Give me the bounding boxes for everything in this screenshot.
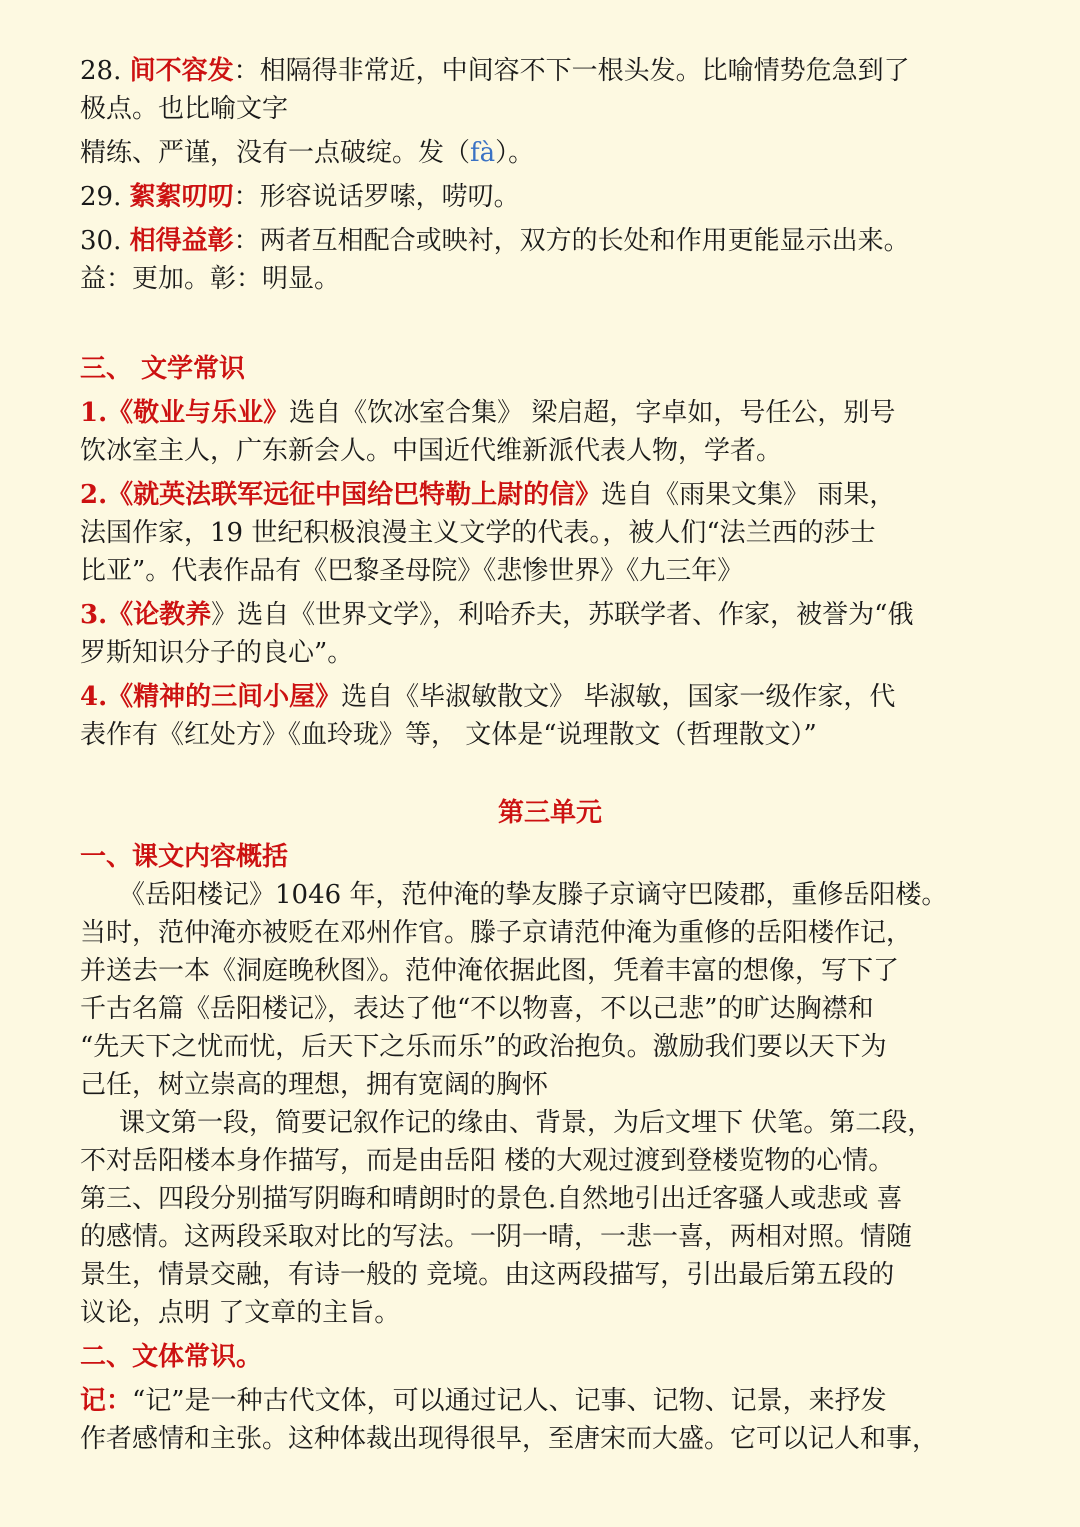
section-title-literature: 三、 文学常识 bbox=[80, 354, 246, 384]
lit-item-text: 选自《雨果文集》 雨果， bbox=[601, 480, 896, 510]
lit-item-2-line1 bbox=[80, 476, 1020, 514]
lit-item-4-line2: 表作有《红处方》《血玲珑》等， 文体是“说理散文（哲理散文）” bbox=[80, 720, 817, 750]
section-title-genre: 二、文体常识。 bbox=[80, 1342, 263, 1372]
summary-para1-line: 并送去一本《洞庭晚秋图》。范仲淹依据此图，凭着丰富的想像，写下了 bbox=[80, 956, 900, 986]
summary-para1-line: 当时，范仲淹亦被贬在邓州作官。滕子京请范仲淹为重修的岳阳楼作记， bbox=[80, 918, 913, 948]
lit-item-2-line3: 比亚”。代表作品有《巴黎圣母院》《悲惨世界》《九三年》 bbox=[80, 556, 744, 586]
idiom-text: 精练、严谨，没有一点破绽。发（ bbox=[80, 138, 471, 168]
pinyin: fà bbox=[470, 138, 496, 168]
idiom-term: 间不容发 bbox=[129, 56, 234, 86]
genre-ji-line2: 作者感情和主张。这种体裁出现得很早，至唐宋而大盛。它可以记人和事， bbox=[80, 1424, 939, 1454]
summary-para2-line: 课文第一段，简要记叙作记的缘由、背景，为后文埋下 伏笔。第二段， bbox=[119, 1108, 934, 1138]
genre-ji-line1 bbox=[80, 1382, 1020, 1420]
idiom-term: 絮絮叨叨 bbox=[129, 182, 234, 212]
idiom-number: 30. bbox=[80, 226, 122, 256]
idiom-term: 相得益彰 bbox=[129, 226, 234, 256]
lit-item-3-line2: 罗斯知识分子的良心”。 bbox=[80, 638, 354, 668]
genre-text: “记”是一种古代文体，可以通过记人、记事、记物、记景，来抒发 bbox=[132, 1386, 887, 1416]
lit-item-title: 2.《就英法联军远征中国给巴特勒上尉的信》 bbox=[80, 480, 602, 510]
summary-para1-line: 千古名篇《岳阳楼记》，表达了他“不以物喜，不以己悲”的旷达胸襟和 bbox=[80, 994, 874, 1024]
lit-item-1-line1 bbox=[80, 394, 1020, 432]
lit-item-title: 3.《论教养 bbox=[80, 600, 212, 630]
lit-item-1-line2: 饮冰室主人，广东新会人。中国近代维新派代表人物，学者。 bbox=[80, 436, 783, 466]
idiom-definition: ：两者互相配合或映衬，双方的长处和作用更能显示出来。 bbox=[233, 226, 910, 256]
idiom-28-line1 bbox=[80, 52, 1020, 90]
summary-para1-line: 己任，树立崇高的理想，拥有宽阔的胸怀 bbox=[80, 1070, 549, 1100]
summary-para1-line: “先天下之忧而忧，后天下之乐而乐”的政治抱负。激励我们要以天下为 bbox=[80, 1032, 887, 1062]
idiom-text: ）。 bbox=[495, 138, 535, 168]
lit-item-text: 选自《毕淑敏散文》 毕淑敏，国家一级作家，代 bbox=[341, 682, 896, 712]
unit-title: 第三单元 bbox=[497, 798, 602, 828]
summary-para2-line: 不对岳阳楼本身作描写，而是由岳阳 楼的大观过渡到登楼览物的心情。 bbox=[80, 1146, 895, 1176]
lit-item-2-line2: 法国作家，19 世纪积极浪漫主义文学的代表。，被人们“法兰西的莎士 bbox=[80, 518, 876, 548]
summary-para2-line: 议论，点明 了文章的主旨。 bbox=[80, 1298, 401, 1328]
section-title-summary: 一、课文内容概括 bbox=[80, 842, 289, 872]
idiom-number: 29. bbox=[80, 182, 122, 212]
idiom-30-line1 bbox=[80, 222, 1020, 260]
summary-para2-line: 景生，情景交融，有诗一般的 竞境。由这两段描写，引出最后第五段的 bbox=[80, 1260, 895, 1290]
lit-item-title: 4.《精神的三间小屋》 bbox=[80, 682, 342, 712]
lit-item-title: 1.《敬业与乐业》 bbox=[80, 398, 290, 428]
idiom-30-line2: 益：更加。彰：明显。 bbox=[80, 264, 341, 294]
lit-item-text: 》选自《世界文学》，利哈乔夫，苏联学者、作家，被誉为“俄 bbox=[211, 600, 914, 630]
idiom-28-line3 bbox=[80, 134, 1020, 172]
idiom-number: 28. bbox=[80, 56, 122, 86]
summary-para2-line: 第三、四段分别描写阴晦和晴朗时的景色.自然地引出迁客骚人或悲或 喜 bbox=[80, 1184, 903, 1214]
summary-para1-line: 《岳阳楼记》1046 年，范仲淹的挚友滕子京谪守巴陵郡，重修岳阳楼。 bbox=[119, 880, 948, 910]
idiom-29 bbox=[80, 178, 1020, 216]
idiom-definition: ：形容说话罗嗦，唠叨。 bbox=[233, 182, 520, 212]
idiom-definition: ：相隔得非常近，中间容不下一根头发。比喻情势危急到了 bbox=[233, 56, 910, 86]
lit-item-text: 选自《饮冰室合集》 梁启超，字卓如，号任公，别号 bbox=[289, 398, 896, 428]
idiom-28-line2: 极点。也比喻文字 bbox=[80, 94, 289, 124]
lit-item-3-line1 bbox=[80, 596, 1020, 634]
lit-item-4-line1 bbox=[80, 678, 1020, 716]
summary-para2-line: 的感情。这两段采取对比的写法。一阴一晴，一悲一喜，两相对照。情随 bbox=[80, 1222, 913, 1252]
genre-term: 记： bbox=[80, 1386, 133, 1416]
